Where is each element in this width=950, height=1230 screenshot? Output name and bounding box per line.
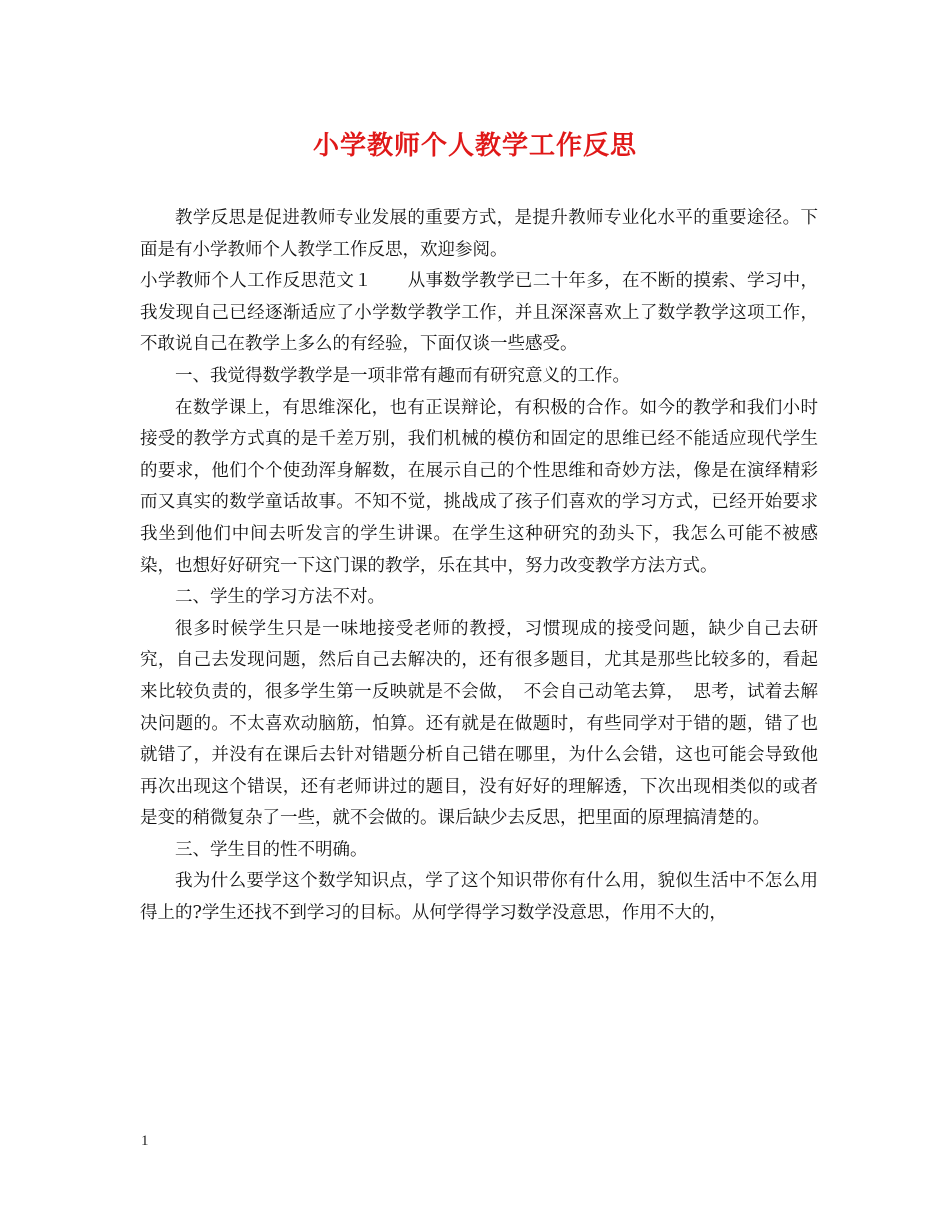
document-title: 小学教师个人教学工作反思 bbox=[312, 131, 637, 161]
section-heading-3: 三、学生目的性不明确。 bbox=[175, 839, 368, 860]
paragraph-section-3: 我为什么要学这个数学知识点，学了这个知识带你有什么用，貌似生活中不怎么用得上的?学生还找不到学习的目标。从何学得学习数学没意思，作用不大的， bbox=[140, 871, 818, 924]
paragraph-section-2: 很多时候学生只是一味地接受老师的教授，习惯现成的接受问题，缺少自己去研究，自己去发现问题，然后自己去解决的，还有很多题目，尤其是那些比较多的，看起来比较负责的，很多学生第一反映就是不会做， 不会自己动笔去算， 思考，试着去解决问题的。不太喜欢动脑筋，怕算。还有就是在做题时，有些同学对于错的题，错了也就错了，并没有在课后去针对错题分析自己错在哪里，为什么会错，这也可能会导致他再次出现这个错误，还有老师讲过的题目，没有好好的理解透，下次出现相类似的或者是变的稍微复杂了一些，就不会做的。课后缺少去反思，把里面的原理搞清楚的。 bbox=[140, 618, 818, 829]
paragraph-section-1: 在数学课上，有思维深化，也有正误辩论，有积极的合作。如今的教学和我们小时接受的教学方式真的是千差万别，我们机械的模仿和固定的思维已经不能适应现代学生的要求，他们个个使劲浑身解数，在展示自己的个性思维和奇妙方法，像是在演绎精彩而又真实的数学童话故事。不知不觉，挑战成了孩子们喜欢的学习方式，已经开始要求我坐到他们中间去听发言的学生讲课。在学生这种研究的劲头下，我怎么可能不被感染，也想好好研究一下这门课的教学，乐在其中，努力改变教学方法方式。 bbox=[140, 397, 818, 576]
page-number: 1 bbox=[141, 1133, 149, 1149]
paragraph-intro: 教学反思是促进教师专业发展的重要方式，是提升教师专业化水平的重要途径。下面是有小学教师个人教学工作反思，欢迎参阅。 bbox=[140, 208, 818, 260]
paragraph-sample-1: 小学教师个人工作反思范文１ 从事数学教学已二十年多，在不断的摸索、学习中，我发现自己已经逐渐适应了小学数学教学工作，并且深深喜欢上了数学教学这项工作，不敢说自己在教学上多么的有经验，下面仅谈一些感受。 bbox=[140, 271, 818, 355]
document-body bbox=[140, 203, 818, 930]
section-heading-1: 一、我觉得数学教学是一项非常有趣而有研究意义的工作。 bbox=[175, 365, 630, 386]
section-heading-2: 二、学生的学习方法不对。 bbox=[175, 587, 385, 608]
